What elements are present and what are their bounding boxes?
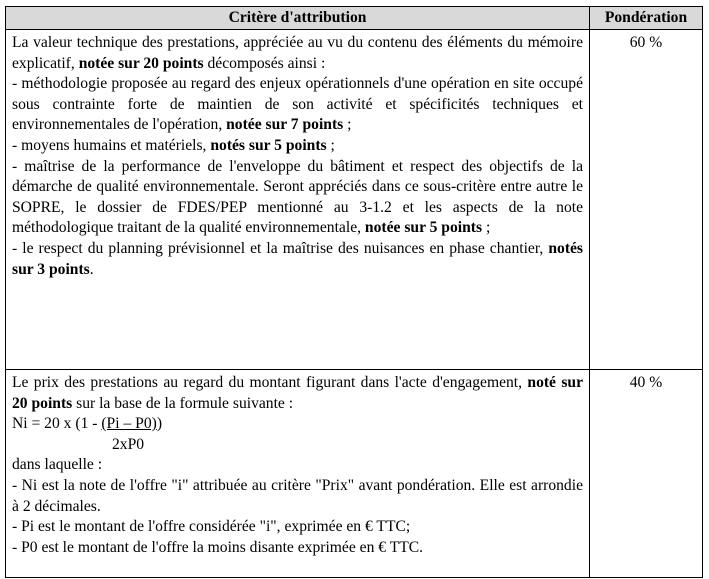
price-criterion — [6, 370, 590, 578]
weighting-value: 40 % — [590, 370, 703, 578]
where-label: dans laquelle : — [12, 456, 103, 474]
criteria-table — [5, 6, 703, 578]
formula-numerator: (Pi – P0) — [101, 415, 157, 433]
technical-value-criterion — [6, 30, 590, 370]
price-formula: Ni = 20 x (1 - (Pi – P0)) — [12, 415, 163, 433]
definition-p0: - P0 est le montant de l'offre la moins disante exprimée en € TTC. — [12, 538, 424, 556]
header-row — [6, 7, 703, 30]
criterion-intro: La valeur technique des prestations, appréciée au vu du contenu des éléments du mémoire explicatif, notée sur 20 points décomposés ainsi : — [12, 34, 583, 72]
subcriterion-resources: - moyens humains et matériels, notés sur 5 points ; — [12, 136, 335, 154]
subcriterion-planning: - le respect du planning prévisionnel et la maîtrise des nuisances en phase chantier, notés sur 3 points. — [12, 239, 583, 278]
definition-ni: - Ni est la note de l'offre "i" attribuée au critère "Prix" avant pondération. Elle est arrondie à 2 décimales. — [12, 476, 583, 515]
criterion-header: Critère d'attribution — [6, 7, 590, 30]
subcriterion-envelope: - maîtrise de la performance de l'enveloppe du bâtiment et respect des objectifs de la démarche de qualité environnementale. Seront appréciés dans ce sous-critère entre autre le SOPRE, le dossier de FDES/PEP mentionné au 3-1.2 et les aspects de la note méthodologique traitant de la qualité environnementale, notée sur 5 points ; — [12, 157, 583, 237]
weighting-header: Pondération — [590, 7, 703, 30]
criterion-intro: Le prix des prestations au regard du montant figurant dans l'acte d'engagement, noté sur 20 points sur la base de la formule suivante : — [12, 374, 583, 412]
definition-pi: - Pi est le montant de l'offre considérée "i", exprimée en € TTC; — [12, 518, 411, 536]
weighting-value: 60 % — [590, 30, 703, 370]
table-row — [6, 370, 703, 578]
table-row — [6, 30, 703, 370]
formula-denominator: 2xP0 — [112, 435, 145, 453]
subcriterion-methodology: - méthodologie proposée au regard des enjeux opérationnels d'une opération en site occupé sous contrainte forte de maintien de son activité et spécificités techniques et environnementales de l'opération, notée sur 7 points ; — [12, 75, 583, 134]
